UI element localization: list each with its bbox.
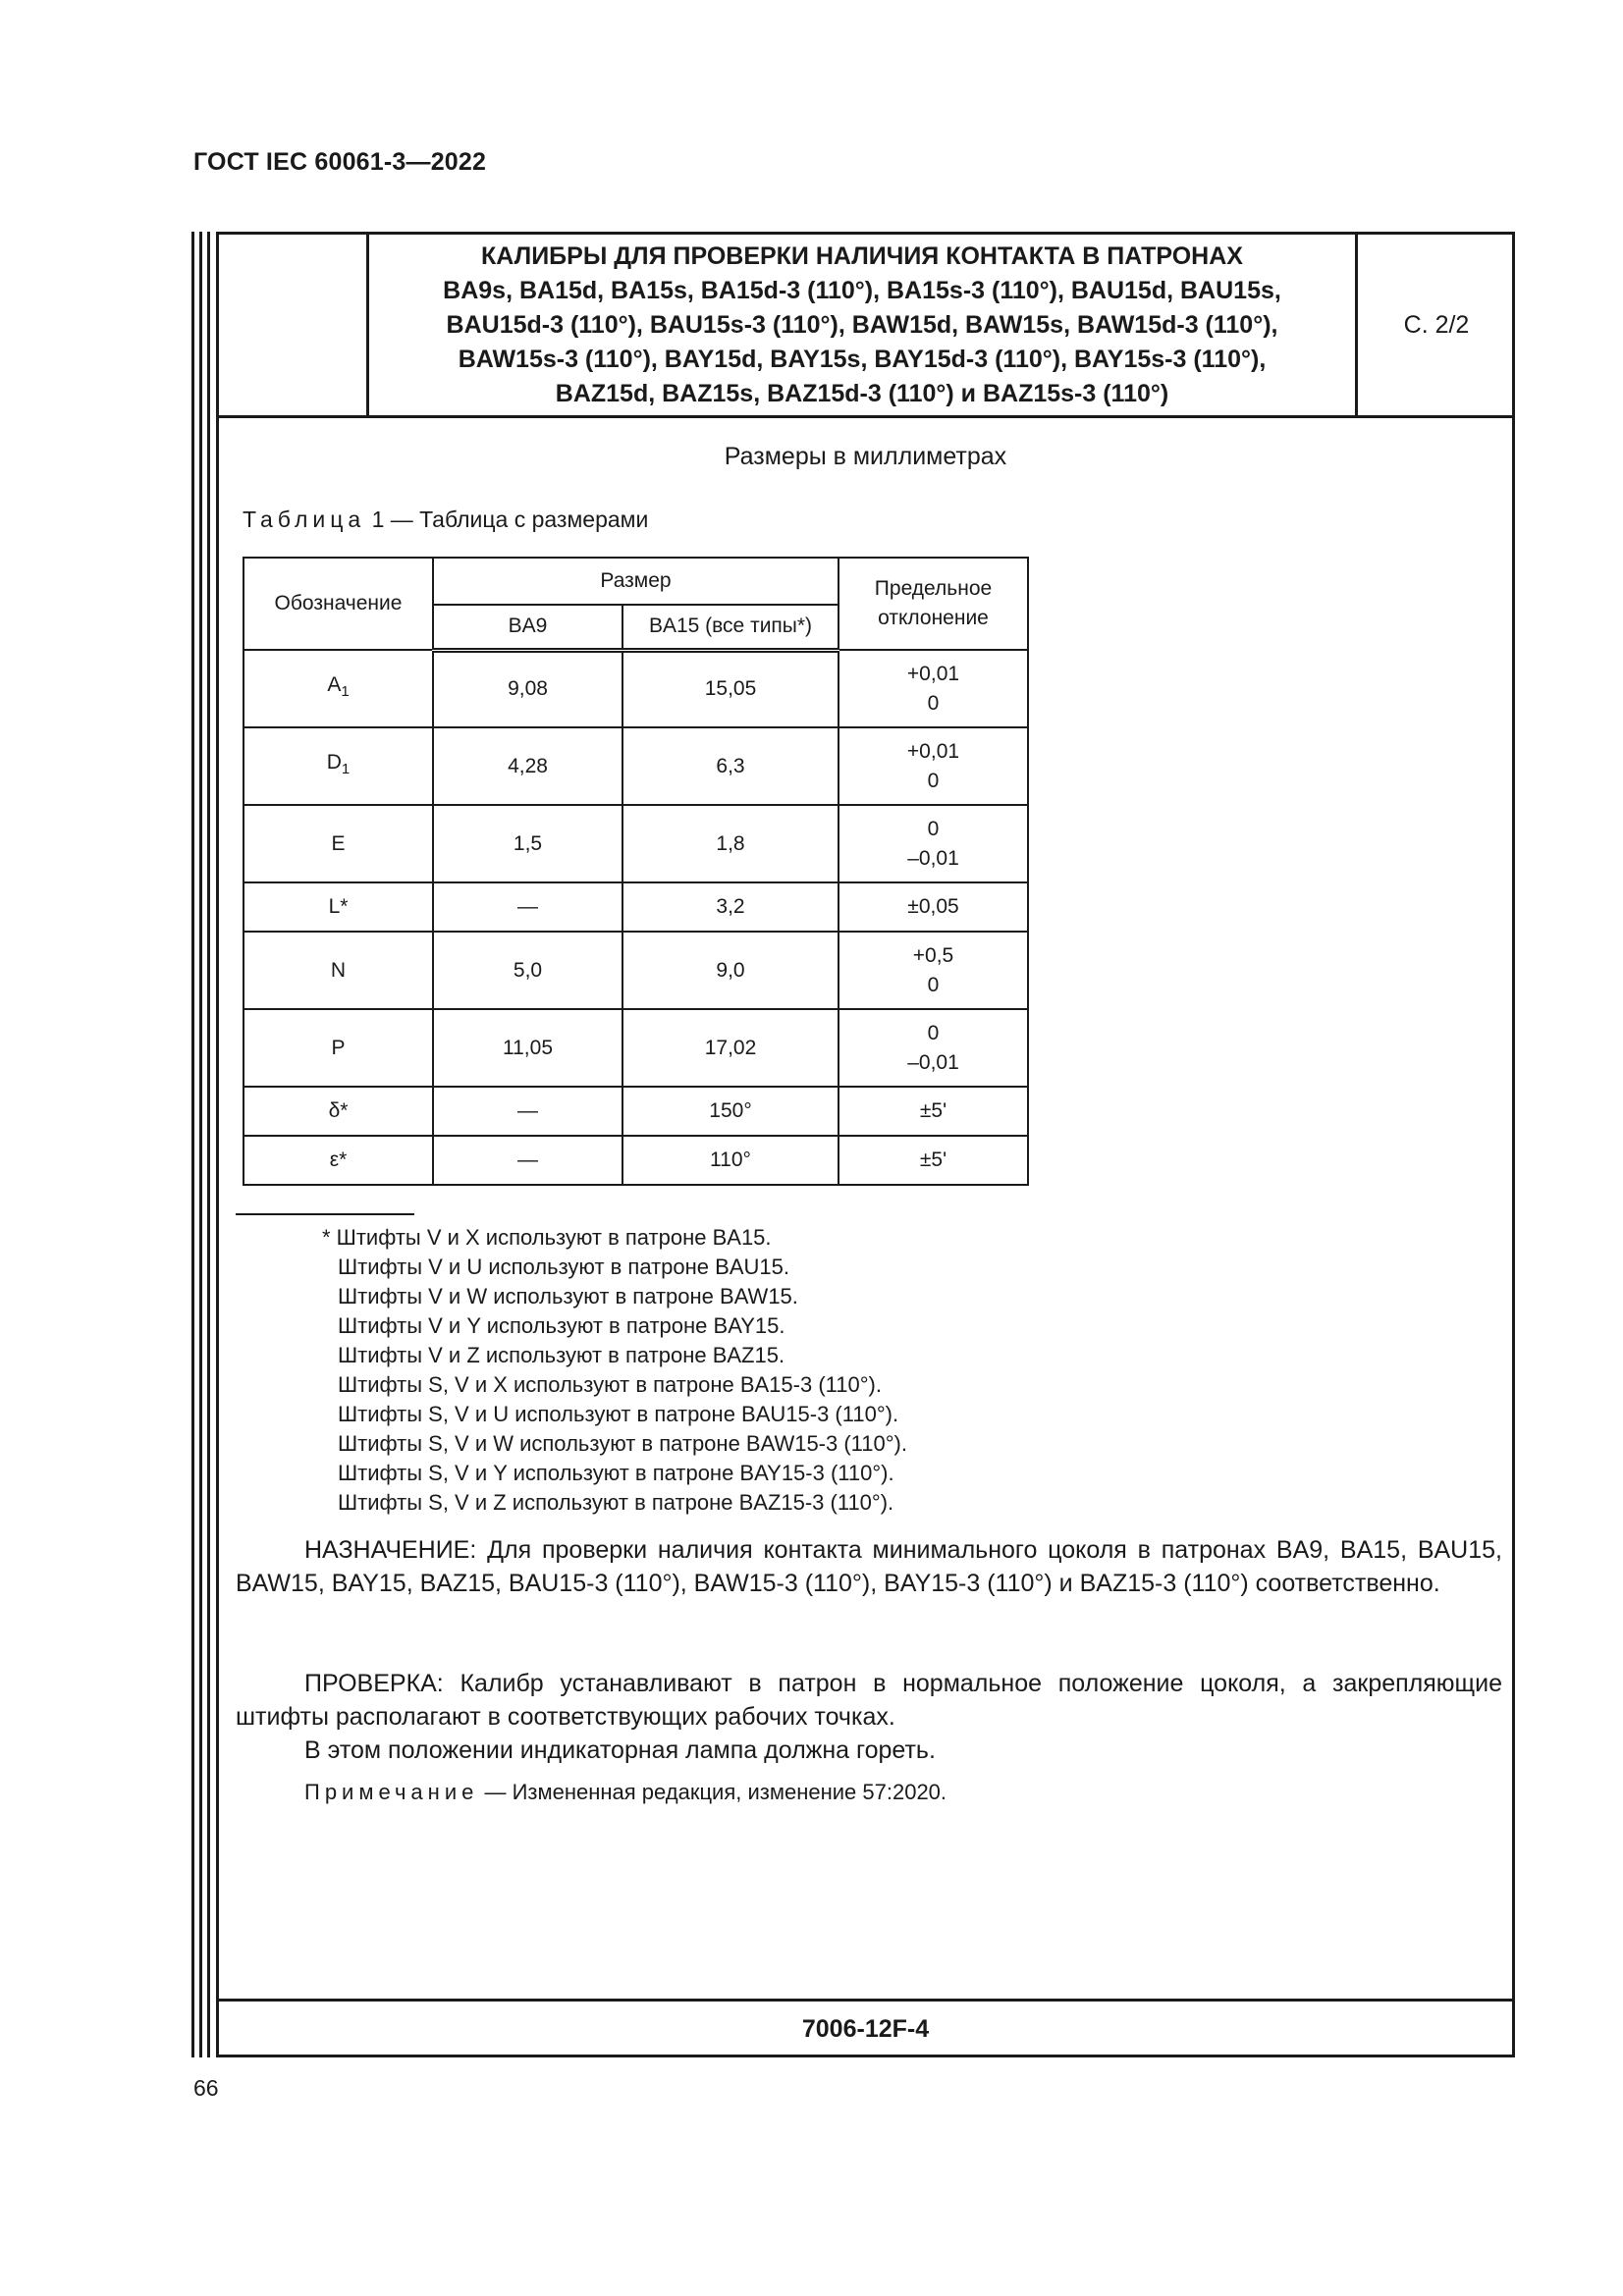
footnote-line: Штифты S, V и Y используют в патроне BAY15-3 (110°). bbox=[338, 1461, 894, 1485]
title-line: BAU15d-3 (110°), BAU15s-3 (110°), BAW15d, BAW15s, BAW15d-3 (110°), bbox=[446, 310, 1278, 339]
footnote-line: Штифты V и Y используют в патроне BAY15. bbox=[338, 1313, 785, 1338]
tolerance-upper: ±5' bbox=[919, 1099, 947, 1122]
check-paragraph bbox=[236, 1667, 1502, 1734]
cell-designation bbox=[243, 1087, 433, 1136]
table-caption-text: 1 — Таблица с размерами bbox=[365, 507, 649, 532]
tolerance-upper: ±5' bbox=[919, 1148, 947, 1171]
document-header: ГОСТ IEC 60061-3—2022 bbox=[193, 148, 487, 176]
header-ba9: BA9 bbox=[433, 605, 622, 650]
designation-symbol: δ* bbox=[328, 1099, 349, 1122]
footnote-rule bbox=[236, 1213, 414, 1215]
title-blank-cell bbox=[219, 235, 369, 415]
designation-symbol: N bbox=[330, 958, 347, 982]
title-block bbox=[219, 235, 1512, 418]
check-text-2: В этом положении индикаторная лампа должна гореть. bbox=[304, 1736, 936, 1764]
tolerance-upper: 0 bbox=[927, 1021, 940, 1044]
tolerance-upper: ±0,05 bbox=[907, 895, 959, 918]
cell-ba15: 3,2 bbox=[622, 882, 839, 932]
tolerance-lower: –0,01 bbox=[907, 846, 959, 870]
tolerance-upper: +0,01 bbox=[906, 662, 960, 685]
cell-ba15: 6,3 bbox=[622, 727, 839, 805]
note-word: Примечание bbox=[304, 1780, 479, 1804]
cell-designation bbox=[243, 1009, 433, 1087]
header-tolerance: Предельное отклонение bbox=[839, 558, 1028, 650]
designation-symbol: ε* bbox=[329, 1148, 348, 1171]
cell-designation bbox=[243, 650, 433, 727]
table-row bbox=[243, 1009, 1028, 1087]
header-size: Размер bbox=[433, 558, 839, 605]
units-note: Размеры в миллиметрах bbox=[724, 443, 1007, 470]
cell-tolerance bbox=[839, 1009, 1028, 1087]
cell-ba15: 15,05 bbox=[622, 650, 839, 727]
cell-ba9: 4,28 bbox=[433, 727, 622, 805]
cell-ba9: 9,08 bbox=[433, 650, 622, 727]
sheet-code: 7006-12F-4 bbox=[219, 1999, 1512, 2057]
footnote-line: Штифты S, V и U используют в патроне BAU15-3 (110°). bbox=[338, 1402, 899, 1426]
tolerance-upper: 0 bbox=[927, 817, 940, 840]
check-paragraph-2 bbox=[236, 1734, 1502, 1767]
table-row bbox=[243, 727, 1028, 805]
header-designation: Обозначение bbox=[243, 558, 433, 650]
binding-line bbox=[199, 232, 202, 2057]
cell-tolerance bbox=[839, 882, 1028, 932]
tolerance-lower: –0,01 bbox=[907, 1050, 959, 1074]
cell-ba9: 1,5 bbox=[433, 805, 622, 882]
binding-line bbox=[191, 232, 194, 2057]
purpose-paragraph bbox=[236, 1533, 1502, 1600]
tolerance-lower: 0 bbox=[927, 691, 940, 715]
footnote-line: Штифты V и W используют в патроне BAW15. bbox=[338, 1284, 798, 1308]
tolerance-upper: +0,01 bbox=[906, 739, 960, 763]
binding-line bbox=[207, 232, 210, 2057]
designation-symbol: E bbox=[331, 831, 346, 855]
cell-ba15: 110° bbox=[622, 1136, 839, 1185]
table-row bbox=[243, 805, 1028, 882]
dimensions-table bbox=[243, 557, 1029, 1186]
footnote-line: Штифты S, V и W используют в патроне BAW15-3 (110°). bbox=[338, 1431, 907, 1456]
header-ba15: BA15 (все типы*) bbox=[622, 605, 839, 650]
tolerance-lower: 0 bbox=[927, 973, 940, 996]
cell-tolerance bbox=[839, 1087, 1028, 1136]
cell-ba15: 9,0 bbox=[622, 932, 839, 1009]
table-row bbox=[243, 1136, 1028, 1185]
cell-designation bbox=[243, 805, 433, 882]
table-caption-word: Таблица bbox=[243, 507, 366, 532]
designation-symbol: L* bbox=[328, 895, 349, 918]
cell-tolerance bbox=[839, 727, 1028, 805]
sheet-frame bbox=[216, 232, 1515, 2057]
cell-ba9: 11,05 bbox=[433, 1009, 622, 1087]
title-line: КАЛИБРЫ ДЛЯ ПРОВЕРКИ НАЛИЧИЯ КОНТАКТА В ПАТРОНАХ bbox=[481, 241, 1243, 270]
tolerance-lower: 0 bbox=[927, 769, 940, 792]
table-row bbox=[243, 650, 1028, 727]
cell-designation bbox=[243, 932, 433, 1009]
designation-symbol: D bbox=[326, 750, 342, 774]
cell-ba9: — bbox=[433, 882, 622, 932]
check-text: ПРОВЕРКА: Калибр устанавливают в патрон в нормальное положение цоколя, а закрепляющие штифты располагают в соответствующих рабочих точках. bbox=[236, 1670, 1502, 1731]
designation-subscript: 1 bbox=[341, 683, 350, 701]
footnote-line: * Штифты V и X используют в патроне BA15. bbox=[322, 1225, 772, 1250]
designation-symbol: P bbox=[331, 1036, 346, 1059]
tolerance-upper: +0,5 bbox=[912, 943, 954, 967]
cell-ba15: 17,02 bbox=[622, 1009, 839, 1087]
footnote-line: Штифты V и Z используют в патроне BAZ15. bbox=[338, 1343, 785, 1367]
table-row bbox=[243, 882, 1028, 932]
table-caption bbox=[243, 507, 648, 533]
title-line: BAZ15d, BAZ15s, BAZ15d-3 (110°) и BAZ15s-3 (110°) bbox=[555, 379, 1169, 407]
note-text: — Измененная редакция, изменение 57:2020. bbox=[478, 1780, 947, 1804]
cell-tolerance bbox=[839, 932, 1028, 1009]
cell-designation bbox=[243, 882, 433, 932]
sheet-page-label: С. 2/2 bbox=[1355, 235, 1515, 415]
footnote-line: Штифты S, V и X используют в патроне BA15-3 (110°). bbox=[338, 1372, 882, 1397]
title-line: BAW15s-3 (110°), BAY15d, BAY15s, BAY15d-3 (110°), BAY15s-3 (110°), bbox=[458, 345, 1267, 373]
cell-tolerance bbox=[839, 1136, 1028, 1185]
cell-ba15: 150° bbox=[622, 1087, 839, 1136]
cell-designation bbox=[243, 727, 433, 805]
cell-tolerance bbox=[839, 650, 1028, 727]
note bbox=[304, 1780, 947, 1805]
table-row bbox=[243, 932, 1028, 1009]
footnotes bbox=[322, 1223, 907, 1518]
table-row bbox=[243, 1087, 1028, 1136]
cell-tolerance bbox=[839, 805, 1028, 882]
page-number: 66 bbox=[193, 2075, 219, 2101]
cell-ba9: — bbox=[433, 1087, 622, 1136]
designation-subscript: 1 bbox=[341, 761, 351, 778]
footnote-line: Штифты S, V и Z используют в патроне BAZ15-3 (110°). bbox=[338, 1490, 894, 1515]
sheet-title bbox=[369, 235, 1355, 415]
cell-ba15: 1,8 bbox=[622, 805, 839, 882]
designation-symbol: A bbox=[327, 672, 342, 696]
cell-ba9: 5,0 bbox=[433, 932, 622, 1009]
title-line: BA9s, BA15d, BA15s, BA15d-3 (110°), BA15s-3 (110°), BAU15d, BAU15s, bbox=[443, 276, 1281, 304]
cell-designation bbox=[243, 1136, 433, 1185]
purpose-text: НАЗНАЧЕНИЕ: Для проверки наличия контакта минимального цоколя в патронах BA9, BA15, BAU15, BAW15, BAY15, BAZ15, BAU15-3 (110°), BAW15-3 (110°), BAY15-3 (110°) и BAZ15-3 (110°) соответственно. bbox=[236, 1536, 1502, 1597]
cell-ba9: — bbox=[433, 1136, 622, 1185]
footnote-line: Штифты V и U используют в патроне BAU15. bbox=[338, 1255, 789, 1279]
